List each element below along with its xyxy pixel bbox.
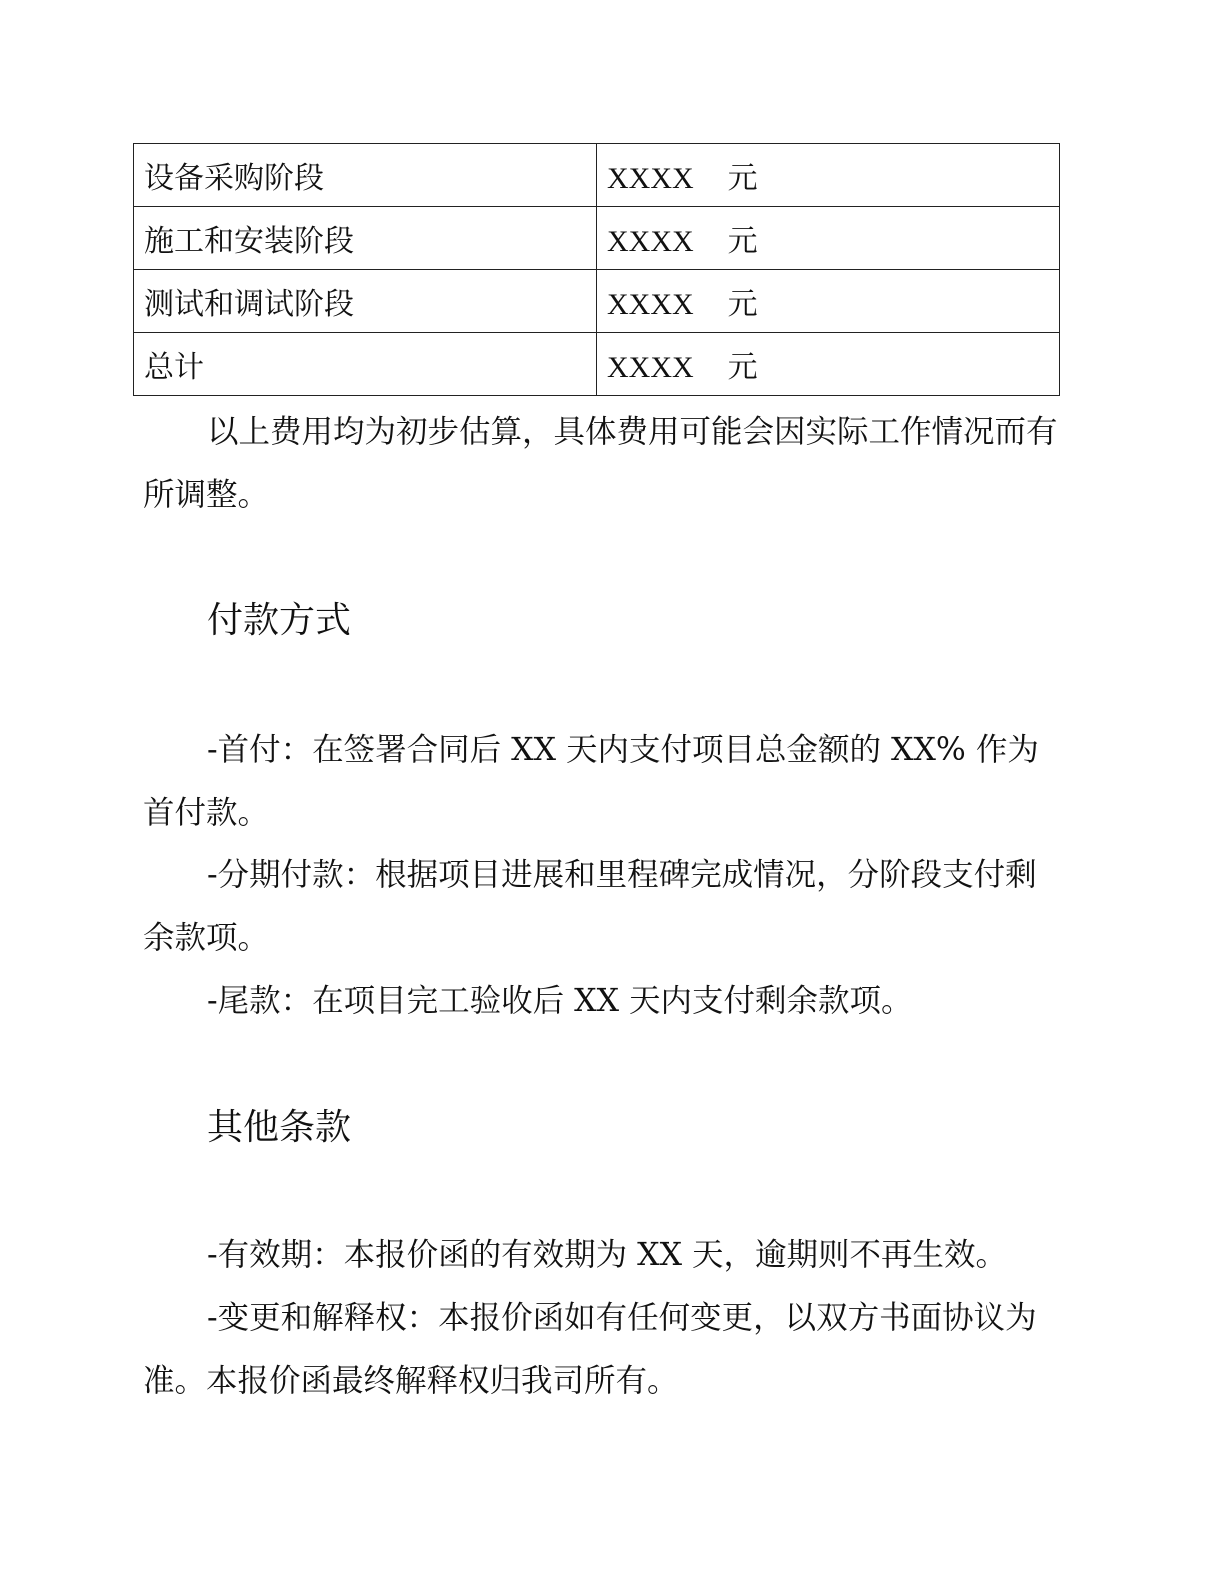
amount-unit: 元	[727, 162, 758, 195]
stage-cell: 设备采购阶段	[134, 144, 597, 207]
amount-value: XXXX	[607, 288, 694, 321]
terms-item: -有效期：本报价函的有效期为 XX 天，逾期则不再生效。	[207, 1237, 1008, 1273]
amount-unit: 元	[727, 351, 758, 384]
amount-cell	[597, 333, 1060, 396]
payment-item: -分期付款：根据项目进展和里程碑完成情况，分阶段支付剩余款项。	[143, 857, 1037, 956]
stage-cell: 总计	[134, 333, 597, 396]
amount-value: XXXX	[607, 225, 694, 258]
amount-unit: 元	[727, 288, 758, 321]
cost-note: 以上费用均为初步估算，具体费用可能会因实际工作情况而有所调整。	[143, 414, 1058, 513]
table-row	[134, 270, 1060, 333]
other-terms-heading: 其他条款	[207, 1107, 352, 1148]
stage-cell: 测试和调试阶段	[134, 270, 597, 333]
amount-unit: 元	[727, 225, 758, 258]
payment-item: -尾款：在项目完工验收后 XX 天内支付剩余款项。	[207, 983, 913, 1019]
payment-item: -首付：在签署合同后 XX 天内支付项目总金额的 XX% 作为首付款。	[143, 732, 1039, 831]
terms-item: -变更和解释权：本报价函如有任何变更，以双方书面协议为准。本报价函最终解释权归我司所有。	[143, 1300, 1037, 1399]
amount-value: XXXX	[607, 162, 694, 195]
stage-cell: 施工和安装阶段	[134, 207, 597, 270]
cost-table	[133, 143, 1060, 396]
amount-value: XXXX	[607, 351, 694, 384]
amount-cell	[597, 144, 1060, 207]
table-row	[134, 144, 1060, 207]
amount-cell	[597, 207, 1060, 270]
table-row	[134, 333, 1060, 396]
amount-cell	[597, 270, 1060, 333]
table-row	[134, 207, 1060, 270]
payment-heading: 付款方式	[207, 600, 352, 641]
